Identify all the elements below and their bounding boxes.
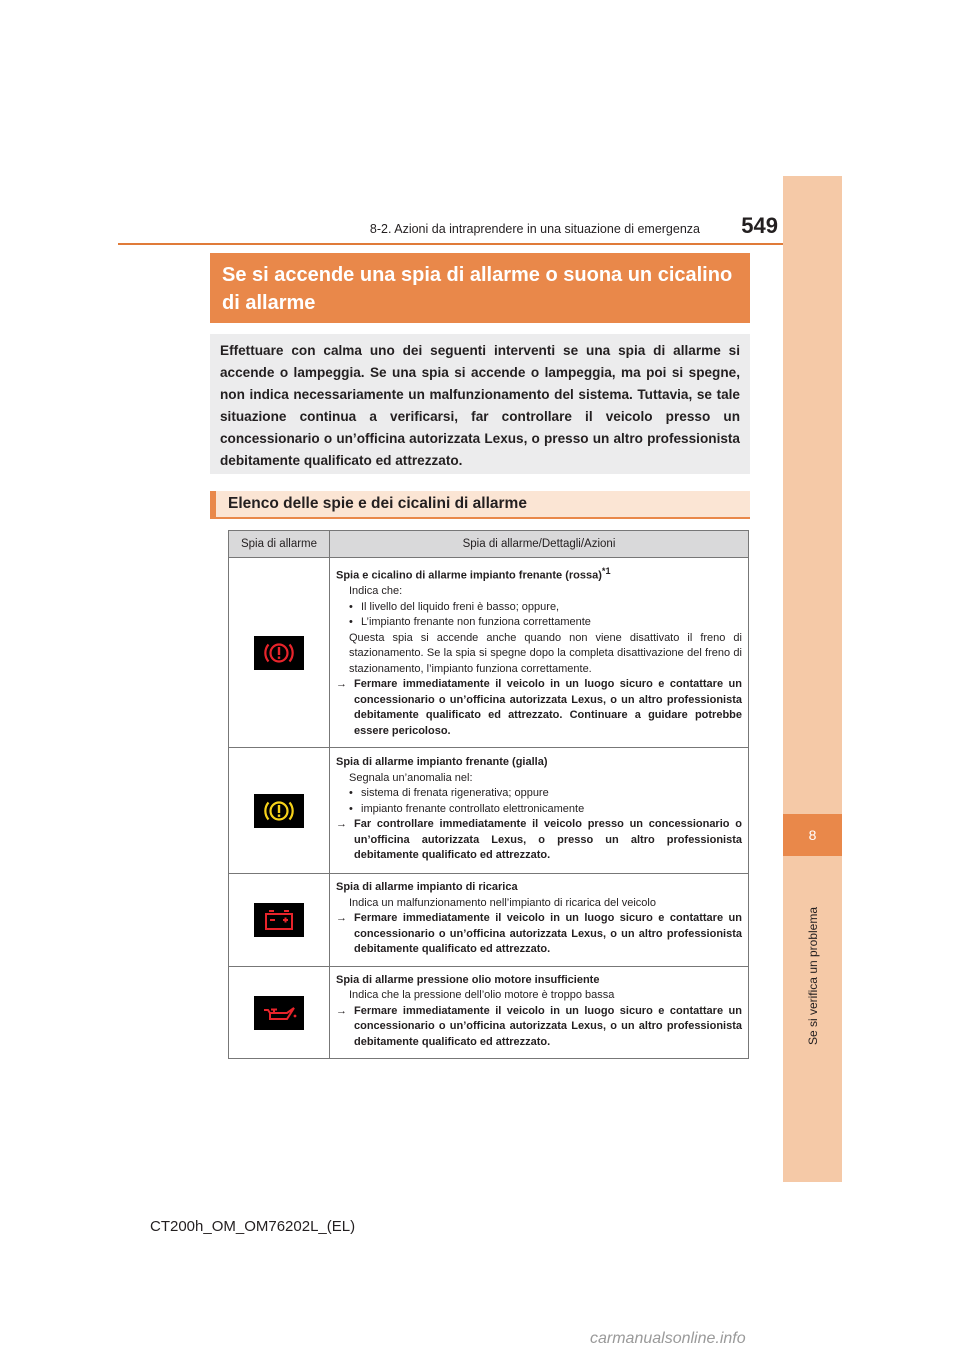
row-action: → Fermare immediatamente il veicolo in un luogo sicuro e contattare un concessionario o un’officina autorizzata Lexus, o un altro professionista debitamente qualificato ed attrezzato.	[336, 912, 742, 956]
details-cell	[330, 967, 749, 1059]
icon-cell	[229, 874, 330, 967]
table-row	[229, 558, 749, 748]
watermark: carmanualsonline.info	[590, 1330, 746, 1347]
row-action: → Fermare immediatamente il veicolo in un luogo sicuro e contattare un concessionario o un’officina autorizzata Lexus, o un altro professionista debitamente qualificato ed attrezzato. Continuare a guidare potrebbe essere pericoloso.	[336, 678, 742, 737]
row-title: Spia di allarme impianto frenante (gialla)	[336, 756, 548, 769]
column-header-light: Spia di allarme	[229, 531, 330, 558]
table-header-row	[229, 531, 749, 558]
row-intro: Indica un malfunzionamento nell’impianto di ricarica del veicolo	[349, 896, 656, 909]
table-row	[229, 748, 749, 874]
intro-paragraph: Effettuare con calma uno dei seguenti interventi se una spia di allarme si accende o lampeggia. Se una spia si accende o lampeggia, ma poi si spegne, non indica necessariamente un malfunzionamento del sistema. Tuttavia, se tale situazione continua a verificarsi, far controllare il veicolo presso un concessionario o un’officina autorizzata Lexus, o presso un altro professionista debitamente qualificato ed attrezzato.	[210, 334, 750, 474]
page-title: Se si accende una spia di allarme o suona un cicalino di allarme	[210, 253, 750, 323]
row-title: Spia e cicalino di allarme impianto frenante (rossa)$^{*1}$	[336, 565, 611, 582]
row-intro: Indica che:	[349, 585, 403, 598]
row-intro: Indica che la pressione dell’olio motore è troppo bassa	[349, 989, 615, 1002]
details-cell	[330, 874, 749, 967]
side-tab	[783, 176, 842, 1182]
list-item: • impianto frenante controllato elettronicamente	[349, 802, 585, 815]
column-header-details: Spia di allarme/Dettagli/Azioni	[330, 531, 749, 558]
row-action: → Fermare immediatamente il veicolo in un luogo sicuro e contattare un concessionario o un’officina autorizzata Lexus, o un altro professionista debitamente qualificato ed attrezzato.	[336, 1004, 742, 1048]
row-title: Spia di allarme pressione olio motore insufficiente	[336, 973, 600, 986]
icon-cell	[229, 558, 330, 748]
row-title: Spia di allarme impianto di ricarica	[336, 881, 518, 894]
oil-pressure-icon	[254, 996, 304, 1030]
details-cell	[330, 748, 749, 874]
header-rule	[118, 243, 783, 245]
battery-charging-icon	[254, 903, 304, 937]
details-cell	[330, 558, 749, 748]
chapter-number: 8	[783, 814, 842, 856]
brake-warning-red-icon	[254, 636, 304, 670]
subsection-heading: Elenco delle spie e dei cicalini di allarme	[210, 491, 750, 519]
icon-cell	[229, 967, 330, 1059]
warning-lights-table	[228, 530, 749, 1059]
table-row	[229, 967, 749, 1059]
list-item: • L’impianto frenante non funziona correttamente	[349, 616, 591, 629]
row-action: → Far controllare immediatamente il veicolo presso un concessionario o un’officina autorizzata Lexus, o presso un altro professionista debitamente qualificato ed attrezzato.	[336, 818, 742, 862]
document-code: CT200h_OM_OM76202L_(EL)	[150, 1218, 356, 1235]
icon-cell	[229, 748, 330, 874]
brake-warning-yellow-icon	[254, 794, 304, 828]
section-header: 8-2. Azioni da intraprendere in una situazione di emergenza	[369, 222, 700, 236]
chapter-title: Se si verifica un problema	[806, 906, 820, 1046]
page-number: 549	[741, 213, 778, 238]
list-item: • sistema di frenata rigenerativa; oppure	[349, 787, 549, 800]
list-item: • Il livello del liquido freni è basso; oppure,	[349, 600, 560, 613]
row-intro: Segnala un’anomalia nel:	[349, 771, 473, 784]
row-note: Questa spia si accende anche quando non viene disattivato il freno di stazionamento. Se la spia si spegne dopo la completa disattivazione del freno di stazionamento, l’impianto funziona correttamente.	[349, 631, 742, 675]
table-row	[229, 874, 749, 967]
